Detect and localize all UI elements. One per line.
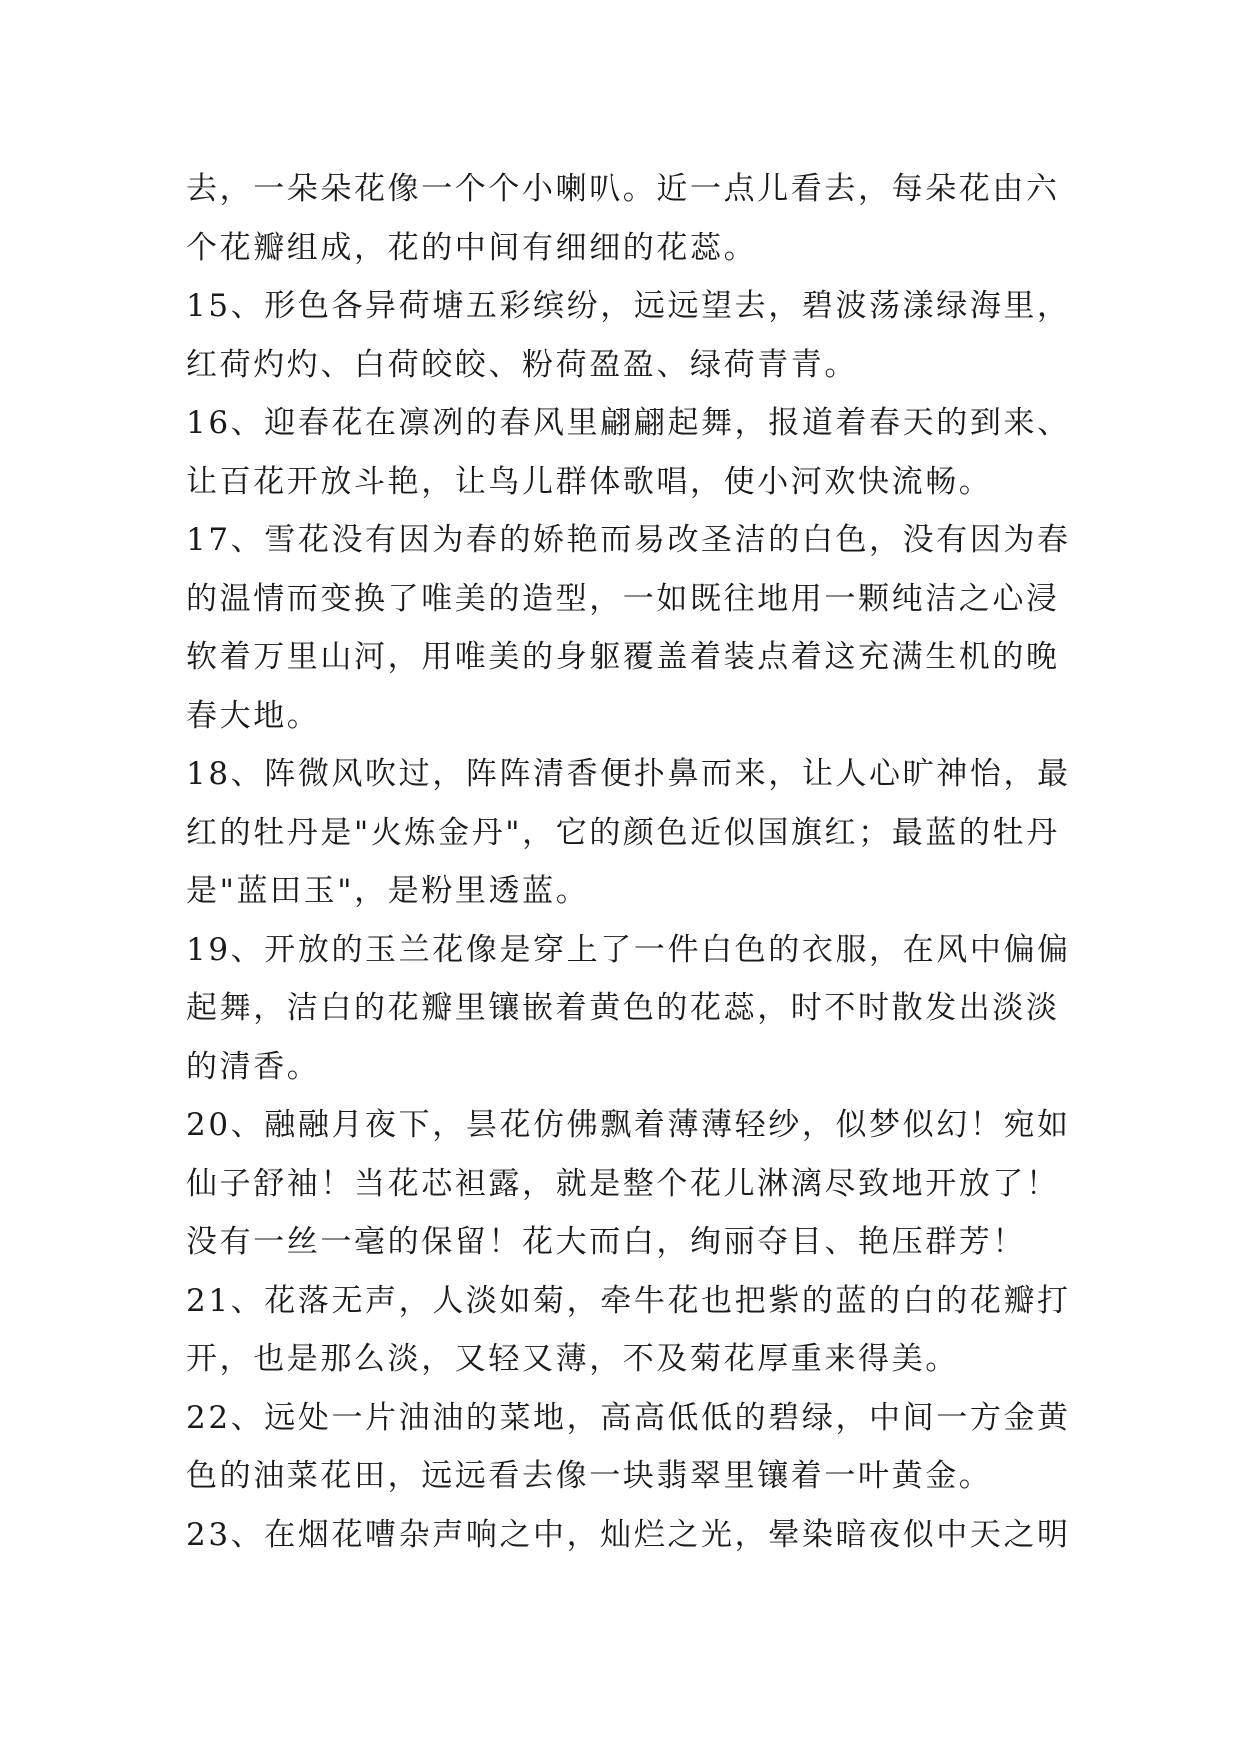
text-line: 17、雪花没有因为春的娇艳而易改圣洁的白色，没有因为春 (186, 522, 1071, 558)
text-line: 开，也是那么淡，又轻又薄，不及菊花厚重来得美。 (186, 1341, 959, 1377)
text-line: 红荷灼灼、白荷皎皎、粉荷盈盈、绿荷青青。 (186, 346, 858, 383)
text-line: 19、开放的玉兰花像是穿上了一件白色的衣服，在风中偏偏 (186, 931, 1071, 968)
text-line: 去，一朵朵花像一个个小喇叭。近一点儿看去，每朵花由六 (186, 171, 1060, 207)
text-line: 起舞，洁白的花瓣里镶嵌着黄色的花蕊，时不时散发出淡淡 (186, 990, 1060, 1026)
text-line: 春大地。 (186, 697, 321, 734)
text-line: 22、远处一片油油的菜地，高高低低的碧绿，中间一方金黄 (186, 1399, 1071, 1436)
text-line: 15、形色各异荷塘五彩缤纷，远远望去，碧波荡漾绿海里， (186, 288, 1071, 324)
text-line: 色的油菜花田，远远看去像一块翡翠里镶着一叶黄金。 (186, 1458, 993, 1494)
text-line: 的清香。 (186, 1048, 321, 1085)
text-line: 20、融融月夜下，昙花仿佛飘着薄薄轻纱，似梦似幻！宛如 (186, 1107, 1071, 1143)
text-line: 的温情而变换了唯美的造型，一如既往地用一颗纯洁之心浸 (186, 580, 1060, 617)
text-line: 23、在烟花嘈杂声响之中，灿烂之光，晕染暗夜似中天之明 (186, 1516, 1071, 1553)
text-line: 让百花开放斗艳，让鸟儿群体歌唱，使小河欢快流畅。 (186, 463, 993, 500)
text-line: 18、阵微风吹过，阵阵清香便扑鼻而来，让人心旷神怡，最 (186, 756, 1071, 792)
text-line: 是"蓝田玉"，是粉里透蓝。 (186, 873, 590, 909)
body-text (186, 160, 1086, 1564)
text-line: 软着万里山河，用唯美的身躯覆盖着装点着这充满生机的晚 (186, 639, 1060, 675)
text-line: 红的牡丹是"火炼金丹"，它的颜色近似国旗红；最蓝的牡丹 (186, 814, 1060, 851)
text-line: 16、迎春花在凛冽的春风里翩翩起舞，报道着春天的到来、 (186, 405, 1071, 441)
text-line: 个花瓣组成，花的中间有细细的花蕊。 (186, 229, 758, 266)
text-line: 仙子舒袖！当花芯袒露，就是整个花儿淋漓尽致地开放了！ (186, 1165, 1060, 1202)
text-line: 21、花落无声，人淡如菊，牵牛花也把紫的蓝的白的花瓣打 (186, 1282, 1071, 1319)
text-line: 没有一丝一毫的保留！花大而白，绚丽夺目、艳压群芳！ (186, 1224, 1026, 1260)
